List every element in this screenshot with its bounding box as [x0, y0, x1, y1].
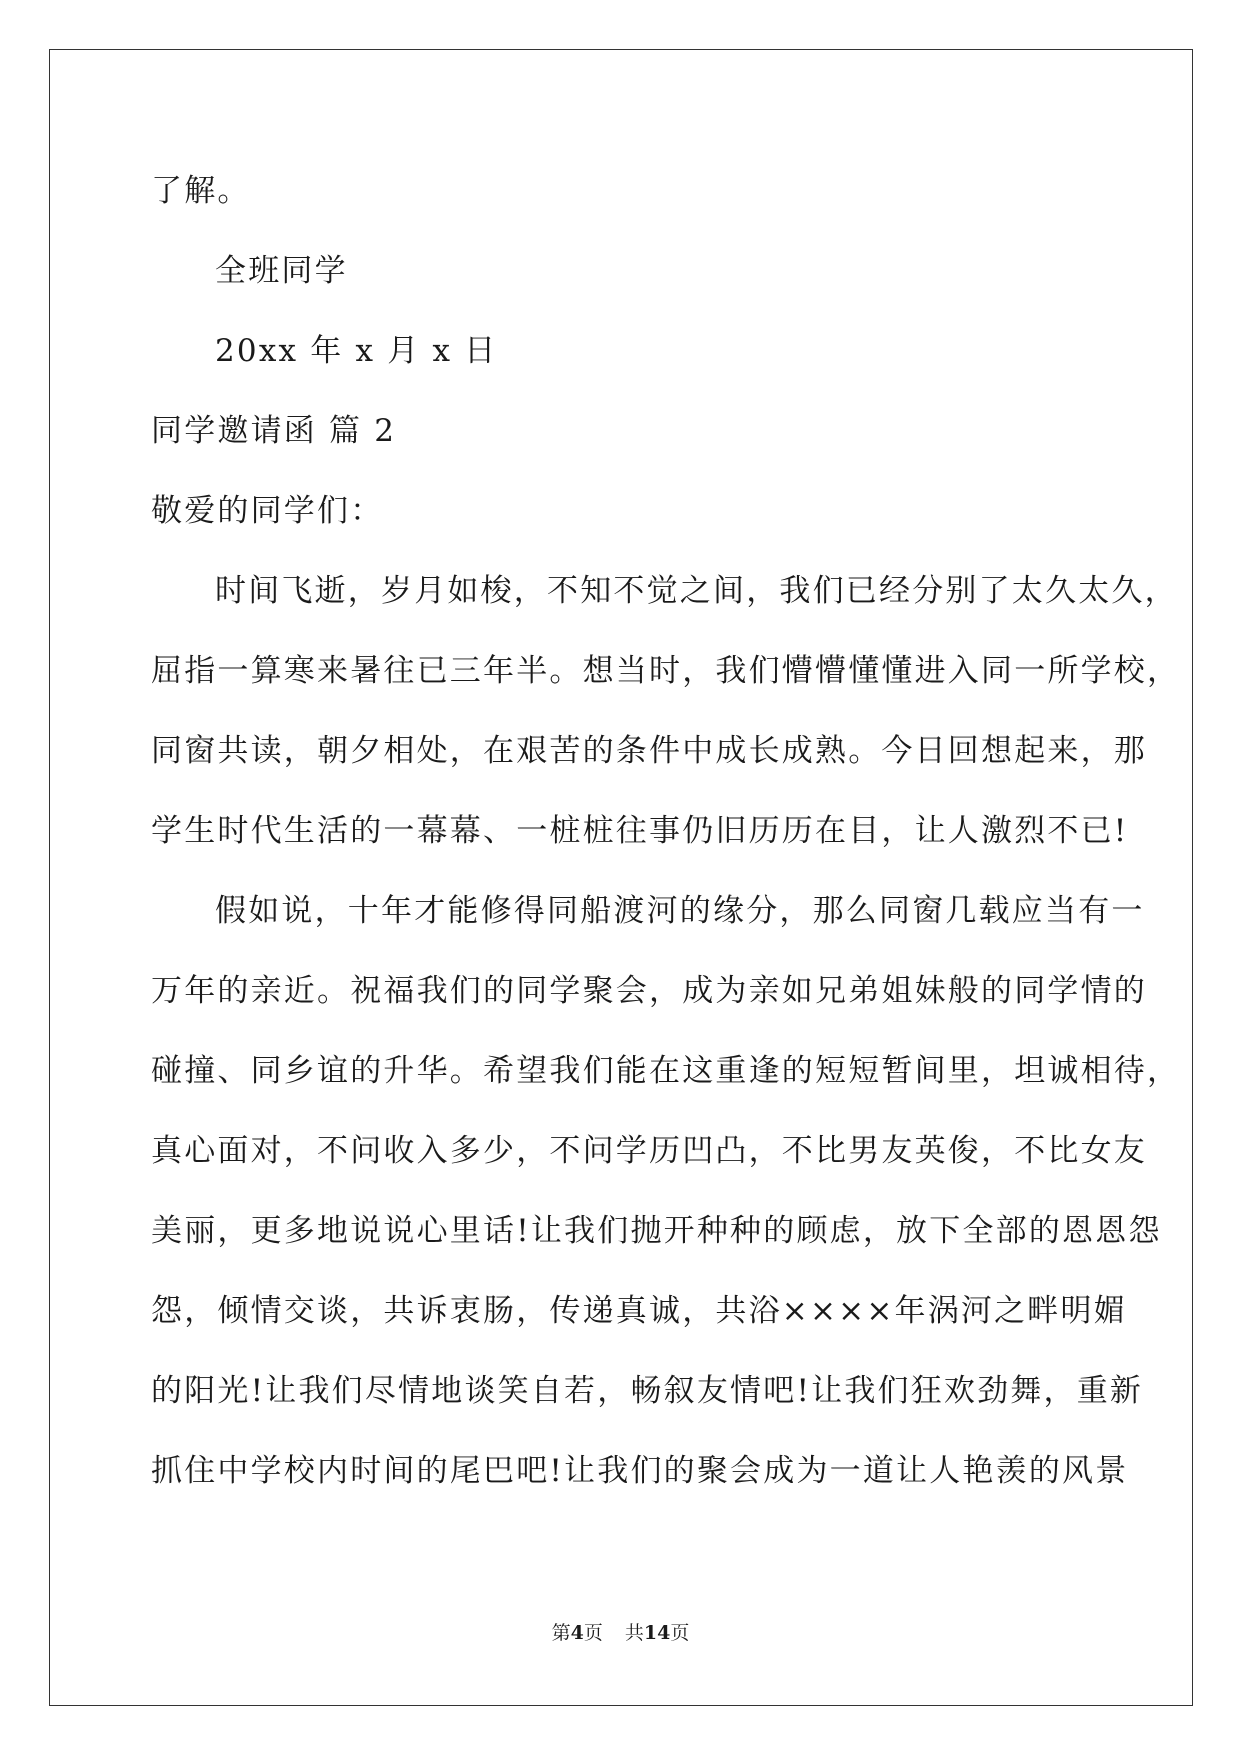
date-line: 20xx 年 x 月 x 日 — [215, 333, 498, 369]
paragraph-line: 假如说，十年才能修得同船渡河的缘分，那么同窗几载应当有一 — [215, 893, 1145, 929]
paragraph-line: 屈指一算寒来暑往已三年半。想当时，我们懵懵懂懂进入同一所学校， — [151, 653, 1181, 689]
page-prefix: 第 — [551, 1622, 571, 1644]
salutation: 敬爱的同学们： — [151, 493, 384, 529]
paragraph-line: 同窗共读，朝夕相处，在艰苦的条件中成长成熟。今日回想起来，那 — [151, 733, 1147, 769]
signature-line: 全班同学 — [215, 253, 348, 289]
paragraph-line: 学生时代生活的一幕幕、一桩桩往事仍旧历历在目，让人激烈不已! — [151, 813, 1129, 849]
paragraph-line: 美丽，更多地说说心里话!让我们抛开种种的顾虑，放下全部的恩恩怨 — [151, 1213, 1162, 1249]
page-footer — [0, 1618, 1241, 1645]
document-body — [151, 151, 1181, 1511]
section-heading: 同学邀请函 篇 2 — [151, 413, 397, 449]
paragraph-line: 时间飞逝，岁月如梭，不知不觉之间，我们已经分别了太久太久， — [215, 573, 1178, 609]
paragraph-line: 万年的亲近。祝福我们的同学聚会，成为亲如兄弟姐妹般的同学情的 — [151, 973, 1147, 1009]
paragraph-line: 碰撞、同乡谊的升华。希望我们能在这重逢的短短暂间里，坦诚相待， — [151, 1053, 1181, 1089]
page-number: 4 — [570, 1622, 584, 1644]
paragraph-line: 的阳光!让我们尽情地谈笑自若，畅叙友情吧!让我们狂欢劲舞，重新 — [151, 1373, 1144, 1409]
paragraph-line: 怨，倾情交谈，共诉衷肠，传递真诚，共浴××××年涡河之畔明媚 — [151, 1293, 1127, 1329]
text-line-continuation: 了解。 — [151, 173, 251, 209]
total-suffix: 页 — [670, 1622, 690, 1644]
total-prefix: 共 — [624, 1622, 644, 1644]
page-suffix: 页 — [583, 1622, 603, 1644]
paragraph-line: 抓住中学校内时间的尾巴吧!让我们的聚会成为一道让人艳羡的风景 — [151, 1453, 1129, 1489]
total-pages: 14 — [643, 1622, 671, 1644]
paragraph-line: 真心面对，不问收入多少，不问学历凹凸，不比男友英俊，不比女友 — [151, 1133, 1147, 1169]
